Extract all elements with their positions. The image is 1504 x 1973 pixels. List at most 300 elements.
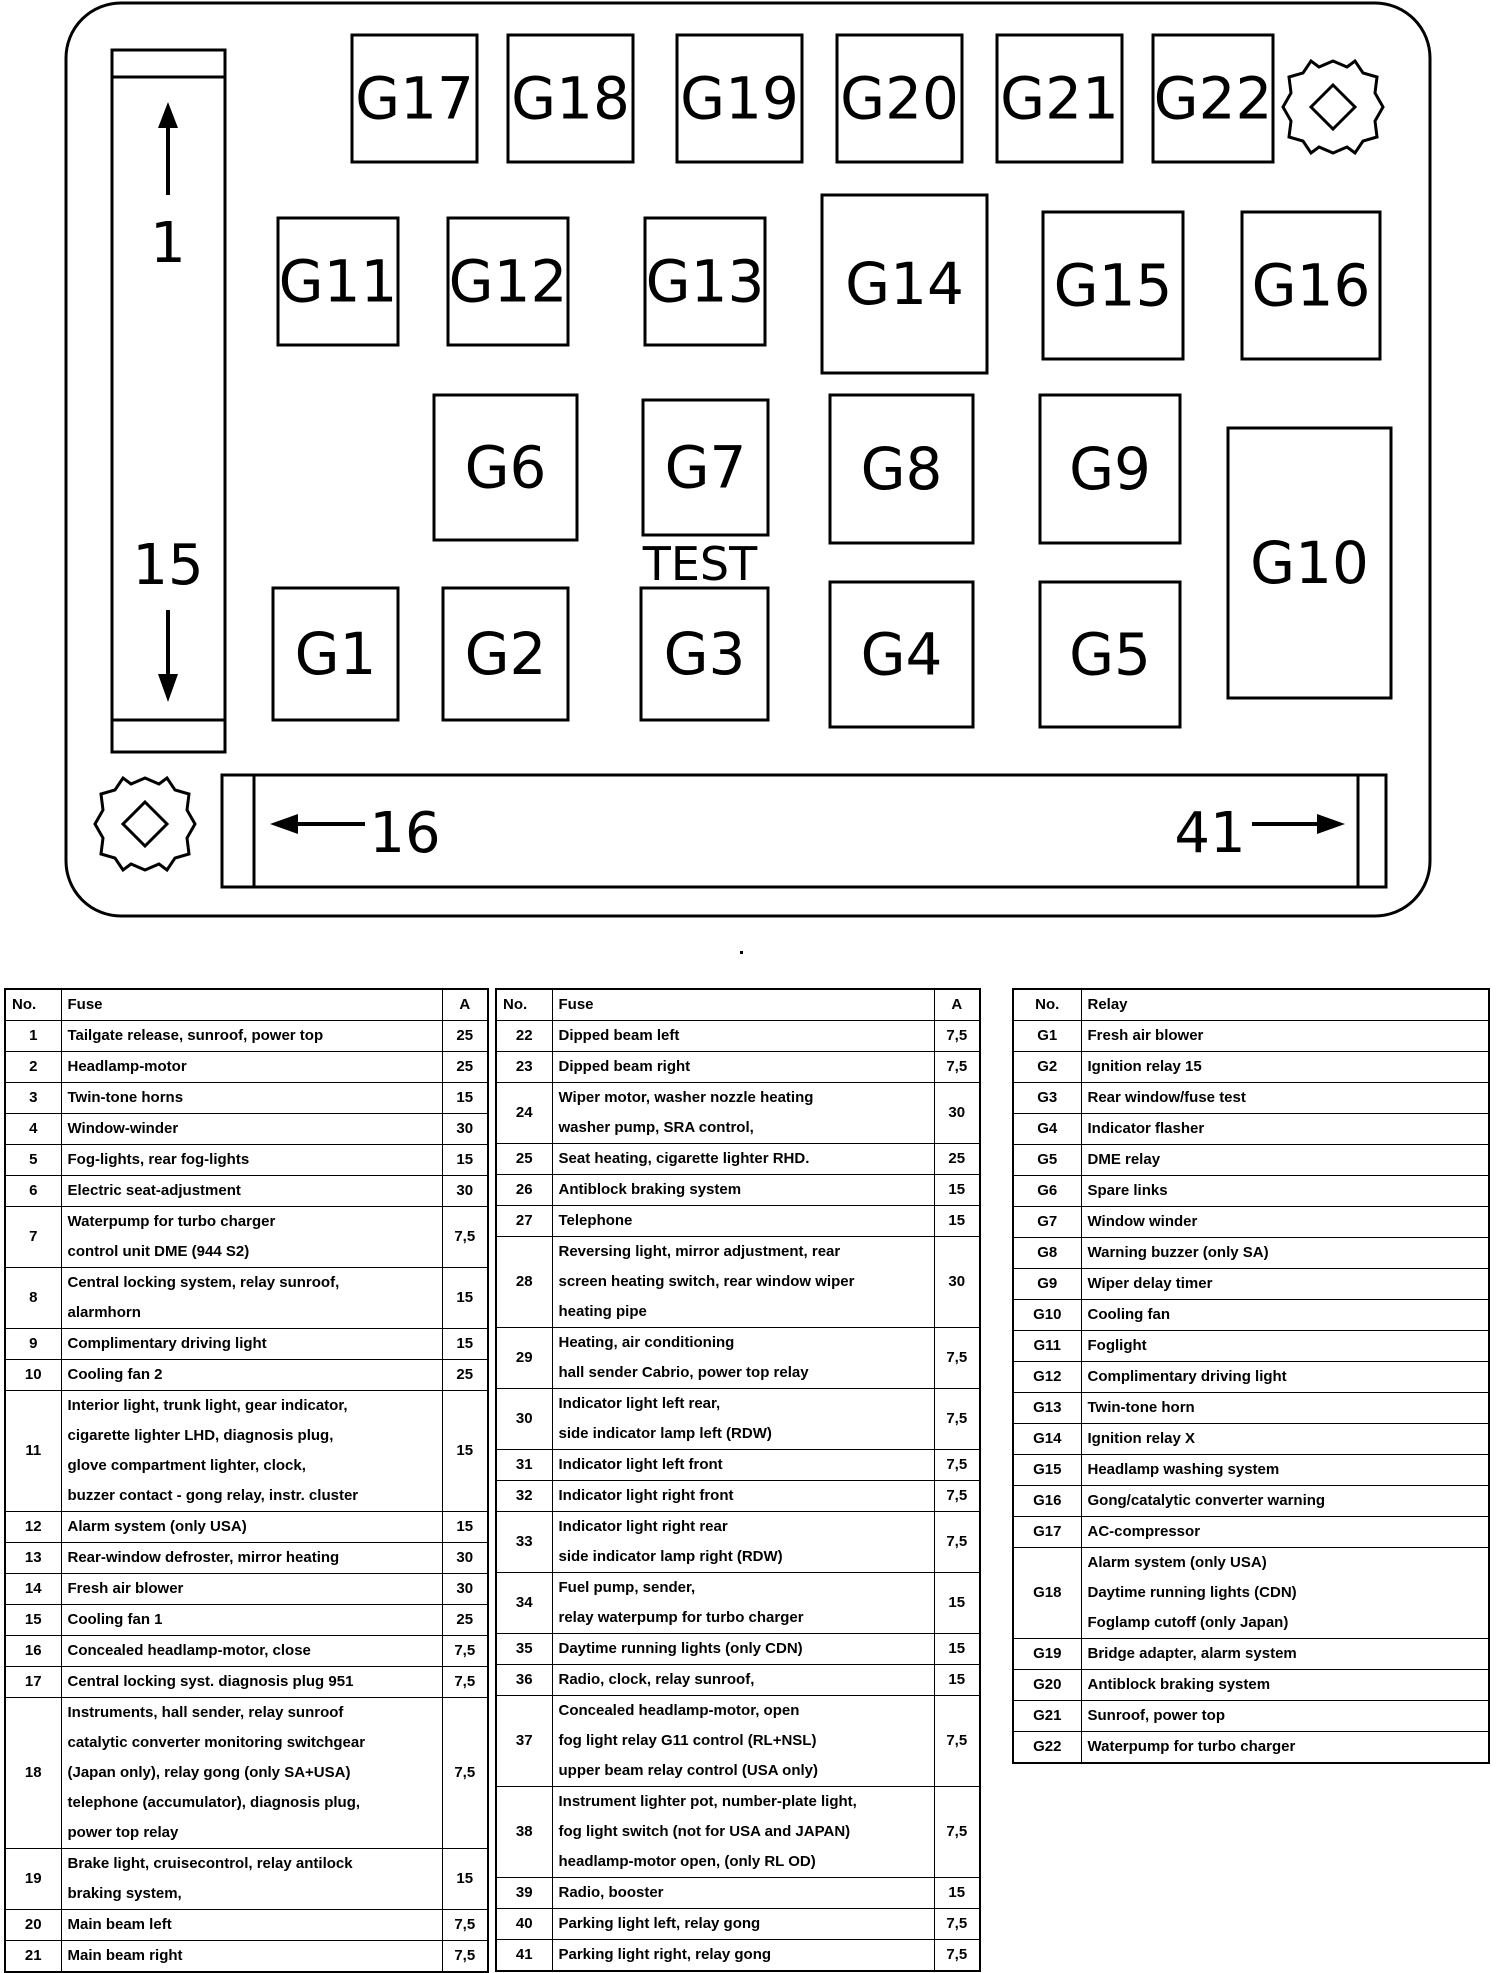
relay-description (1081, 1083, 1489, 1114)
relay-description-line: Bridge adapter, alarm system (1087, 1645, 1297, 1662)
fuse-number: 37 (496, 1696, 552, 1787)
relay-slot-g4 (830, 582, 973, 727)
relay-number: G8 (1013, 1238, 1081, 1269)
relay-number: G2 (1013, 1052, 1081, 1083)
relay-slot-g1 (273, 588, 398, 720)
fuse-description-line: braking system, (67, 1885, 182, 1902)
fuse-description-line: Fresh air blower (67, 1580, 184, 1597)
table-row (1013, 1424, 1489, 1455)
relay-description-line: Headlamp washing system (1087, 1461, 1280, 1478)
fuse-description (61, 1114, 442, 1145)
table-row (5, 1543, 488, 1574)
table-row (1013, 1300, 1489, 1331)
relay-description (1081, 1331, 1489, 1362)
fuse-number: 41 (496, 1940, 552, 1972)
fuse-description (552, 1634, 934, 1665)
table-row (5, 1329, 488, 1360)
table-row (1013, 1455, 1489, 1486)
relay-description-line: Ignition relay X (1087, 1430, 1196, 1447)
fuse-description (552, 1878, 934, 1909)
fuse-amperage: 30 (934, 1083, 980, 1144)
fuse-description-line: cigarette lighter LHD, diagnosis plug, (67, 1427, 334, 1444)
fuse-number: 22 (496, 1021, 552, 1052)
fuse-description (552, 1328, 934, 1389)
relay-description (1081, 1300, 1489, 1331)
fuse-range-start-label: 1 (150, 211, 186, 276)
fuse-description (552, 1665, 934, 1696)
fuse-description (552, 1052, 934, 1083)
fuse-description-line: Radio, booster (558, 1884, 664, 1901)
fuse-description-line: Rear-window defroster, mirror heating (67, 1549, 340, 1566)
relay-description (1081, 1517, 1489, 1548)
fuse-description (552, 1696, 934, 1787)
relay-description-line: Complimentary driving light (1087, 1368, 1287, 1385)
fuse-amperage: 7,5 (934, 1052, 980, 1083)
fuse-description-line: Dipped beam right (558, 1058, 691, 1075)
fuse-description-line: Waterpump for turbo charger (67, 1213, 276, 1230)
arrow-down-icon (158, 674, 178, 702)
relay-slot-label: G6 (464, 433, 547, 502)
relay-number: G10 (1013, 1300, 1081, 1331)
fuse-amperage: 7,5 (934, 1450, 980, 1481)
table-row (496, 1083, 980, 1144)
col-header-no: No. (5, 989, 61, 1021)
fuse-description-line: Radio, clock, relay sunroof, (558, 1671, 755, 1688)
table-row (496, 1021, 980, 1052)
relay-slot-g21 (997, 35, 1122, 162)
horizontal-fuse-strip (222, 775, 1386, 887)
stray-dot (740, 951, 743, 954)
table-row (1013, 1083, 1489, 1114)
fuse-description (61, 1849, 442, 1910)
relay-description-line: AC-compressor (1087, 1523, 1201, 1540)
fuse-number: 28 (496, 1237, 552, 1328)
relay-slot-label: G9 (1069, 435, 1151, 503)
relay-slot-label: G5 (1069, 620, 1151, 689)
fuse-amperage: 7,5 (934, 1940, 980, 1972)
relay-description-line: Warning buzzer (only SA) (1087, 1244, 1269, 1261)
relay-slot-g5 (1040, 582, 1180, 727)
fuse-description (61, 1207, 442, 1268)
relay-slot-label: G3 (663, 620, 746, 688)
relay-description (1081, 1021, 1489, 1052)
fuse-number: 18 (5, 1698, 61, 1849)
fuse-amperage: 15 (934, 1573, 980, 1634)
nut-icon (1283, 61, 1383, 153)
relay-slot-g13 (645, 218, 765, 345)
relay-number: G3 (1013, 1083, 1081, 1114)
fuse-description (61, 1605, 442, 1636)
fuse-number: 34 (496, 1573, 552, 1634)
fuse-description-line: fog light switch (not for USA and JAPAN) (558, 1823, 851, 1840)
relay-description (1081, 1145, 1489, 1176)
relay-description-line: Alarm system (only USA) (1087, 1554, 1267, 1571)
fuse-amperage: 15 (442, 1391, 488, 1512)
fuse-description (552, 1450, 934, 1481)
fuse-description (552, 1481, 934, 1512)
fuse-number: 2 (5, 1052, 61, 1083)
fuse-amperage: 7,5 (442, 1636, 488, 1667)
table-row (5, 1268, 488, 1329)
col-header-amps: A (934, 989, 980, 1021)
fuse-amperage: 7,5 (442, 1698, 488, 1849)
fuse-description-line: Central locking system, relay sunroof, (67, 1274, 340, 1291)
relay-number: G9 (1013, 1269, 1081, 1300)
fuse-table-right (495, 988, 981, 1972)
relay-description (1081, 1269, 1489, 1300)
relay-slot-label: G13 (645, 247, 765, 316)
fuse-description-line: Cooling fan 2 (67, 1366, 163, 1383)
relay-description (1081, 1176, 1489, 1207)
fuse-description-line: hall sender Cabrio, power top relay (558, 1364, 809, 1381)
fuse-description-line: Dipped beam left (558, 1027, 680, 1044)
table-row (1013, 1548, 1489, 1639)
fuse-description (552, 1175, 934, 1206)
relay-slot-label: G15 (1053, 251, 1173, 320)
fuse-description-line: side indicator lamp left (RDW) (558, 1425, 772, 1442)
relay-slot-label: G19 (680, 64, 799, 133)
fuse-description-line: Tailgate release, sunroof, power top (67, 1027, 324, 1044)
fuse-description-line: Parking light right, relay gong (558, 1946, 772, 1963)
relay-number: G20 (1013, 1670, 1081, 1701)
fuse-description-line: Brake light, cruisecontrol, relay antilock (67, 1855, 353, 1872)
fuse-amperage: 25 (442, 1052, 488, 1083)
relay-description-line: Foglight (1087, 1337, 1147, 1354)
table-row (5, 1021, 488, 1052)
fuse-number: 15 (5, 1605, 61, 1636)
fuse-description (61, 1176, 442, 1207)
fuse-amperage: 15 (934, 1175, 980, 1206)
fuse-description-line: (Japan only), relay gong (only SA+USA) (67, 1764, 351, 1781)
table-row (1013, 1207, 1489, 1238)
table-row (5, 1849, 488, 1910)
table-row (496, 1206, 980, 1237)
fuse-description-line: telephone (accumulator), diagnosis plug, (67, 1794, 361, 1811)
relay-description (1081, 1238, 1489, 1269)
relay-slot-label: G12 (448, 247, 568, 316)
fuse-description-line: Main beam right (67, 1947, 183, 1964)
fuse-number: 17 (5, 1667, 61, 1698)
relay-number: G12 (1013, 1362, 1081, 1393)
relay-slot-label: G11 (278, 247, 398, 316)
arrow-right-icon (1317, 814, 1345, 834)
relay-slot-label: G16 (1251, 251, 1371, 320)
fuse-description-line: Indicator light left front (558, 1456, 723, 1473)
relay-slot-label: G4 (860, 620, 943, 689)
fuse-description-line: Headlamp-motor (67, 1058, 187, 1075)
vertical-fuse-strip (112, 50, 225, 752)
fuse-number: 10 (5, 1360, 61, 1391)
fuse-description (552, 1787, 934, 1878)
fuse-table-left (4, 988, 489, 1973)
table-row (1013, 1052, 1489, 1083)
col-header-amps: A (442, 989, 488, 1021)
fuse-amperage: 25 (442, 1021, 488, 1052)
fuse-number: 35 (496, 1634, 552, 1665)
fuse-number: 26 (496, 1175, 552, 1206)
relay-slot-g7 (643, 400, 768, 535)
fuse-number: 36 (496, 1665, 552, 1696)
fuse-amperage: 7,5 (442, 1207, 488, 1268)
fuse-number: 38 (496, 1787, 552, 1878)
fuse-description (61, 1360, 442, 1391)
relay-slot-g14 (822, 195, 987, 373)
fuse-amperage: 15 (934, 1634, 980, 1665)
table-row (496, 1878, 980, 1909)
fuse-amperage: 15 (442, 1329, 488, 1360)
fuse-description (552, 1940, 934, 1972)
relay-number: G14 (1013, 1424, 1081, 1455)
relay-description-line: Ignition relay 15 (1087, 1058, 1202, 1075)
fuse-description-line: Daytime running lights (only CDN) (558, 1640, 803, 1657)
fuse-number: 19 (5, 1849, 61, 1910)
relay-description-line: Sunroof, power top (1087, 1707, 1225, 1724)
relay-slot-g17 (352, 35, 477, 162)
fuse-range-end-label-horizontal: 41 (1174, 801, 1246, 866)
relay-slot-g16 (1242, 212, 1380, 359)
fuse-description (552, 1083, 934, 1144)
relay-description-line: Twin-tone horn (1087, 1399, 1195, 1416)
fuse-description-line: control unit DME (944 S2) (67, 1243, 250, 1260)
relay-slot-g11 (278, 218, 398, 345)
fuse-description-line: Window-winder (67, 1120, 179, 1137)
fuse-description-line: headlamp-motor open, (only RL OD) (558, 1853, 816, 1870)
relay-slot-label: G20 (840, 64, 959, 133)
fuse-description-line: Fog-lights, rear fog-lights (67, 1151, 250, 1168)
fuse-description-line: fog light relay G11 control (RL+NSL) (558, 1732, 817, 1749)
relay-slot-label: G14 (845, 250, 964, 318)
fuse-amperage: 25 (934, 1144, 980, 1175)
fuse-description (61, 1021, 442, 1052)
table-row (5, 1114, 488, 1145)
relay-slot-label: G7 (664, 433, 747, 502)
table-row (1013, 1517, 1489, 1548)
relay-number: G17 (1013, 1517, 1081, 1548)
relay-description-line: DME relay (1087, 1151, 1161, 1168)
fuse-box-diagram (0, 0, 1504, 940)
fuse-description (552, 1573, 934, 1634)
relay-description (1081, 1052, 1489, 1083)
fuse-number: 21 (5, 1941, 61, 1973)
relay-description-line: Rear window/fuse test (1087, 1089, 1246, 1106)
fuse-number: 33 (496, 1512, 552, 1573)
relay-description-line: Wiper delay timer (1087, 1275, 1213, 1292)
table-row (496, 1909, 980, 1940)
fuse-amperage: 7,5 (934, 1481, 980, 1512)
table-row (496, 1573, 980, 1634)
fuse-description-line: Heating, air conditioning (558, 1334, 735, 1351)
fuse-amperage: 15 (934, 1665, 980, 1696)
fuse-description-line: Fuel pump, sender, (558, 1579, 696, 1596)
fuse-description (61, 1329, 442, 1360)
relay-slot-label: G10 (1250, 529, 1369, 597)
relay-slot-label: G17 (355, 64, 474, 133)
fuse-description (61, 1083, 442, 1114)
relay-description-line: Antiblock braking system (1087, 1676, 1271, 1693)
fuse-number: 32 (496, 1481, 552, 1512)
fuse-number: 8 (5, 1268, 61, 1329)
relay-description (1081, 1393, 1489, 1424)
table-row (5, 1698, 488, 1849)
fuse-description-line: Telephone (558, 1212, 633, 1229)
fuse-amperage: 15 (934, 1878, 980, 1909)
table-row (496, 1237, 980, 1328)
relay-description (1081, 1362, 1489, 1393)
col-header-fuse: Fuse (552, 989, 934, 1021)
relay-slot-g8 (830, 395, 973, 543)
table-row (1013, 1639, 1489, 1670)
col-header-no: No. (1013, 989, 1081, 1021)
arrow-up-icon (158, 102, 178, 128)
relay-number: G18 (1013, 1548, 1081, 1639)
fuse-description-line: glove compartment lighter, clock, (67, 1457, 306, 1474)
relay-description (1081, 1732, 1489, 1764)
arrow-left-icon (270, 814, 298, 834)
fuse-amperage: 7,5 (442, 1667, 488, 1698)
table-row (496, 1696, 980, 1787)
fuse-amperage: 30 (442, 1543, 488, 1574)
fuse-amperage: 7,5 (934, 1389, 980, 1450)
relay-slots (273, 35, 1391, 727)
fuse-number: 30 (496, 1389, 552, 1450)
fuse-number: 7 (5, 1207, 61, 1268)
fuse-number: 1 (5, 1021, 61, 1052)
fuse-amperage: 7,5 (934, 1696, 980, 1787)
table-row (5, 1605, 488, 1636)
table-row (496, 1787, 980, 1878)
relay-number: G16 (1013, 1486, 1081, 1517)
relay-number: G6 (1013, 1176, 1081, 1207)
relay-slot-g18 (508, 35, 633, 162)
table-row (1013, 1238, 1489, 1269)
table-row (5, 1391, 488, 1512)
fuse-number: 29 (496, 1328, 552, 1389)
relay-number: G19 (1013, 1639, 1081, 1670)
fuse-amperage: 25 (442, 1360, 488, 1391)
table-row (1013, 1331, 1489, 1362)
relay-description (1081, 1424, 1489, 1455)
fuse-description-line: Interior light, trunk light, gear indicator, (67, 1397, 348, 1414)
test-label: TEST (642, 537, 758, 591)
fuse-description-line: relay waterpump for turbo charger (558, 1609, 804, 1626)
table-row (1013, 1145, 1489, 1176)
fuse-description-line: heating pipe (558, 1303, 647, 1320)
relay-description (1081, 1114, 1489, 1145)
fuse-amperage: 30 (442, 1114, 488, 1145)
relay-description-line: Cooling fan (1087, 1306, 1170, 1323)
relay-slot-g15 (1043, 212, 1183, 359)
fuse-description-line: Parking light left, relay gong (558, 1915, 761, 1932)
fuse-description-line: Concealed headlamp-motor, open (558, 1702, 800, 1719)
fuse-amperage: 15 (934, 1206, 980, 1237)
table-row (496, 1389, 980, 1450)
table-row (5, 1574, 488, 1605)
fuse-number: 13 (5, 1543, 61, 1574)
relay-description-line: Waterpump for turbo charger (1087, 1738, 1296, 1755)
table-row (1013, 1486, 1489, 1517)
relay-description (1081, 1670, 1489, 1701)
fuse-number: 6 (5, 1176, 61, 1207)
table-row (1013, 1670, 1489, 1701)
fuse-description (61, 1636, 442, 1667)
table-row (1013, 1176, 1489, 1207)
relay-description-line: Daytime running lights (CDN) (1087, 1584, 1297, 1601)
table-row (1013, 1732, 1489, 1764)
relay-slot-g19 (677, 35, 802, 162)
table-row (5, 1941, 488, 1973)
relay-description (1081, 1639, 1489, 1670)
relay-slot-label: G18 (511, 64, 630, 133)
fuse-description-line: Concealed headlamp-motor, close (67, 1642, 311, 1659)
fuse-description-line: washer pump, SRA control, (558, 1119, 754, 1136)
fuse-description (552, 1021, 934, 1052)
col-header-relay: Relay (1081, 989, 1489, 1021)
relay-description (1081, 1548, 1489, 1639)
fuse-description-line: Reversing light, mirror adjustment, rear (558, 1243, 841, 1260)
table-row (5, 1052, 488, 1083)
relay-slot-g3 (641, 588, 768, 720)
fuse-description-line: buzzer contact - gong relay, instr. cluster (67, 1487, 359, 1504)
fuse-amperage: 7,5 (934, 1512, 980, 1573)
fuse-description (61, 1052, 442, 1083)
relay-number: G22 (1013, 1732, 1081, 1764)
fuse-number: 23 (496, 1052, 552, 1083)
table-row (5, 1360, 488, 1391)
fuse-amperage: 15 (442, 1083, 488, 1114)
fuse-number: 4 (5, 1114, 61, 1145)
fuse-amperage: 15 (442, 1849, 488, 1910)
fuse-amperage: 7,5 (934, 1021, 980, 1052)
relay-slot-g2 (443, 588, 568, 720)
fuse-number: 40 (496, 1909, 552, 1940)
fuse-description (61, 1512, 442, 1543)
fuse-description-line: Alarm system (only USA) (67, 1518, 247, 1535)
relay-slot-label: G8 (860, 435, 943, 503)
relay-number: G13 (1013, 1393, 1081, 1424)
fuse-description (61, 1574, 442, 1605)
fuse-number: 14 (5, 1574, 61, 1605)
table-row (496, 1481, 980, 1512)
fuse-description (552, 1237, 934, 1328)
table-row (496, 1052, 980, 1083)
table-row (1013, 1701, 1489, 1732)
fuse-description (61, 1910, 442, 1941)
table-row (5, 1176, 488, 1207)
fuse-description-line: Wiper motor, washer nozzle heating (558, 1089, 814, 1106)
fuse-amperage: 7,5 (442, 1941, 488, 1973)
relay-number: G1 (1013, 1021, 1081, 1052)
fuse-range-start-label-horizontal: 16 (369, 801, 441, 866)
fuse-description (61, 1941, 442, 1973)
fuse-description (552, 1144, 934, 1175)
relay-number: G15 (1013, 1455, 1081, 1486)
table-row (496, 1634, 980, 1665)
relay-description (1081, 1486, 1489, 1517)
fuse-number: 25 (496, 1144, 552, 1175)
fuse-number: 11 (5, 1391, 61, 1512)
relay-number: G7 (1013, 1207, 1081, 1238)
fuse-amperage: 30 (934, 1237, 980, 1328)
fuse-number: 16 (5, 1636, 61, 1667)
fuse-description-line: Central locking syst. diagnosis plug 951 (67, 1673, 354, 1690)
fuse-description (61, 1145, 442, 1176)
fuse-description-line: power top relay (67, 1824, 179, 1841)
fuse-description-line: Instruments, hall sender, relay sunroof (67, 1704, 344, 1721)
table-row (5, 1910, 488, 1941)
fuse-description (61, 1543, 442, 1574)
fuse-description (552, 1512, 934, 1573)
fuse-amperage: 25 (442, 1605, 488, 1636)
